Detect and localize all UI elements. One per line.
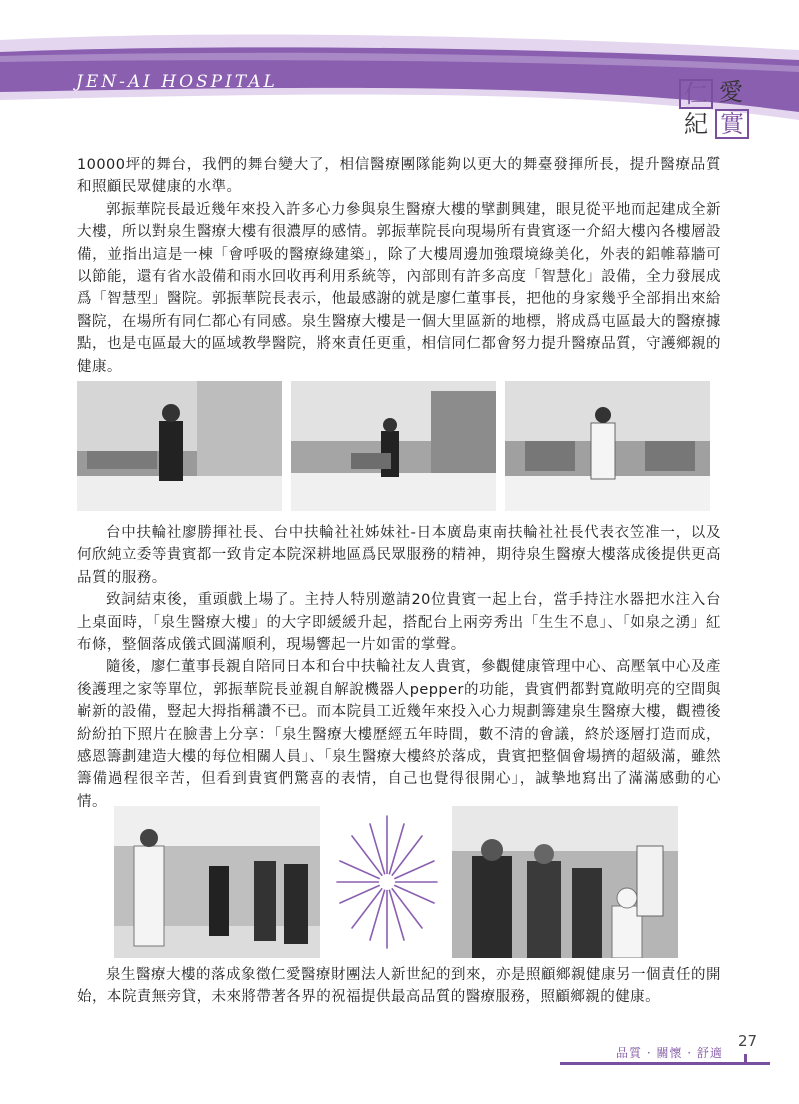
logo-char-ai: 愛 (719, 78, 743, 106)
article-block-3 (77, 964, 721, 1009)
paragraph-6: 泉生醫療大樓的落成象徵仁愛醫療財團法人新世紀的到來，亦是照顧鄉親健康另一個責任的開始，本院責無旁貸，未來將帶著各界的祝福提供最高品質的醫療服務，照顧鄉親的健康。 (77, 967, 721, 1006)
page-footer (560, 1030, 770, 1070)
logo-char-shi: 實 (720, 110, 744, 138)
logo-char-ren: 仁 (684, 80, 708, 108)
paragraph-4: 致詞結束後，重頭戲上場了。主持人特別邀請20位貴賓一起上台，當手持注水器把水注入台上桌面時，「泉生醫療大樓」的大字即緩緩升起，搭配台上兩旁秀出「生生不息」、「如泉之湧」紅布條，整個落成儀式圓滿順利，現場響起一片如雷的掌聲。 (77, 592, 721, 654)
logo-char-ji: 紀 (684, 110, 708, 138)
article-block-2 (77, 522, 721, 813)
photo-ceremony-speaker-3 (505, 381, 710, 511)
photo-pepper-robot (452, 806, 678, 958)
paragraph-5: 隨後，廖仁董事長親自陪同日本和台中扶輪社友人貴賓，參觀健康管理中心、高壓氧中心及產後護理之家等單位，郭振華院長並親自解說機器人pepper的功能，貴賓們都對寬敞明亮的空間與嶄新的設備，豎起大拇指稱讚不已。而本院員工近幾年來投入心力規劃籌建泉生醫療大樓，觀禮後紛紛拍下照片在臉書上分享：「泉生醫療大樓歷經五年時間，數不清的會議，終於逐層打造而成，感恩籌劃建造大樓的每位相關人員」、「泉生醫療大樓終於落成，貴賓把整個會場擠的超級滿，雖然籌備過程很辛苦，但看到貴賓們驚喜的表情，自己也覺得很開心」，誠摯地寫出了滿滿感動的心情。 (77, 659, 721, 810)
paragraph-1: 10000坪的舞台，我們的舞台變大了，相信醫療團隊能夠以更大的舞臺發揮所長，提升醫療品質和照顧民眾健康的水準。 (77, 157, 721, 196)
page-number: 27 (738, 1032, 758, 1050)
paragraph-2: 郭振華院長最近幾年來投入許多心力參與泉生醫療大樓的擘劃興建，眼見從平地而起建成全新大樓，所以對泉生醫療大樓有很濃厚的感情。郭振華院長向現場所有貴賓逐一介紹大樓內各樓層設備，並指出這是一棟「會呼吸的醫療綠建築」，除了大樓周邊加強環境綠美化，外表的鋁帷幕牆可以節能，還有省水設備和雨水回收再利用系統等，內部則有許多高度「智慧化」設備，全力發展成爲「智慧型」醫院。郭振華院長表示，他最感謝的就是廖仁董事長，把他的身家幾乎全部捐出來給醫院，在場所有同仁都心有同感。泉生醫療大樓是一個大里區新的地標，將成爲屯區最大的醫療據點，也是屯區最大的區域教學醫院，將來責任更重，相信同仁都會努力提升醫療品質，守護鄉親的健康。 (77, 201, 721, 375)
site-title: JEN-AI HOSPITAL (76, 72, 278, 92)
footer-rule (560, 1062, 770, 1065)
photo-tour-group (114, 806, 320, 958)
paragraph-3: 台中扶輪社廖勝揮社長、台中扶輪社社姊妹社-日本廣島東南扶輪社社長代表衣笠准一，以及何欣純立委等貴賓都一致肯定本院深耕地區爲民眾服務的精神，期待泉生醫療大樓落成後提供更高品質的服務。 (77, 525, 721, 586)
column-logo (676, 78, 768, 140)
photo-ceremony-speaker-2 (291, 381, 496, 511)
sunburst-ornament (332, 806, 442, 958)
photo-ceremony-speaker-1 (77, 381, 282, 511)
article-block-1 (77, 154, 721, 378)
footer-slogan: 品質 · 關懷 · 舒適 (616, 1046, 723, 1060)
